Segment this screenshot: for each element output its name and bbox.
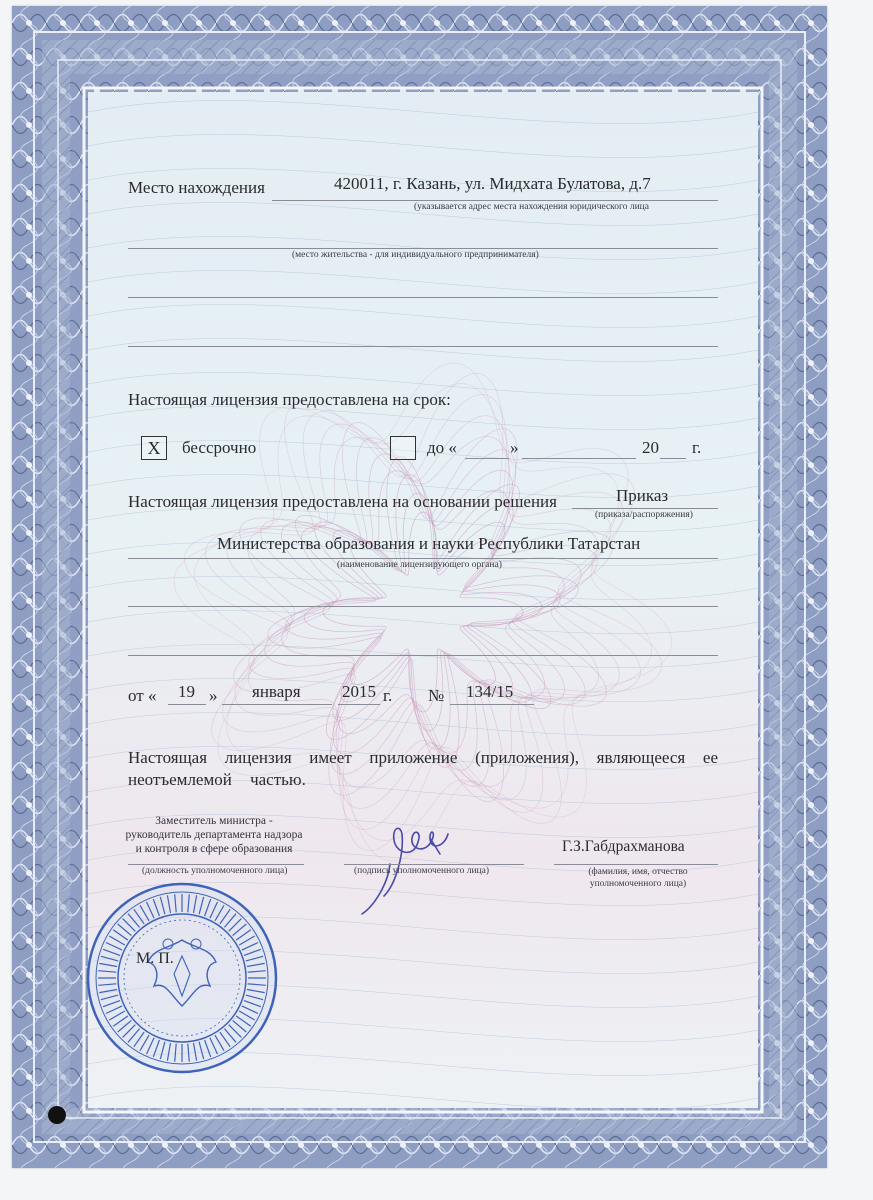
position-line-3: и контроля в сфере образования: [135, 843, 293, 855]
decision-day: 19: [178, 682, 195, 701]
background-wave: [88, 270, 758, 293]
punch-hole: [48, 1106, 66, 1124]
name-hint: [556, 866, 720, 890]
name-line: [554, 864, 718, 865]
indefinite-label: бессрочно: [182, 438, 257, 457]
individual-line: [128, 248, 718, 249]
location-value: 420011, г. Казань, ул. Мидхата Булатова, д.7: [334, 174, 651, 193]
appendix-line-1: Настоящая лицензия имеет приложение (приложения), являющееся ее: [128, 748, 718, 767]
signature-hint: (подпись уполномоченного лица): [354, 866, 490, 876]
background-wave: [88, 304, 758, 327]
position-line-2: руководитель департамента надзора: [125, 829, 303, 841]
appendix-line-2: неотъемлемой частью.: [128, 770, 306, 789]
background-wave: [88, 644, 758, 667]
until-quote-close: »: [510, 438, 519, 457]
official-position: [124, 814, 304, 856]
until-month-line: [522, 458, 636, 459]
name-hint-line-2: уполномоченного лица): [589, 879, 687, 889]
location-hint-legal: (указывается адрес места нахождения юридического лица: [414, 202, 649, 212]
background-wave: [88, 100, 758, 123]
position-line-1: Заместитель министра -: [155, 815, 273, 827]
until-label: до «: [427, 438, 457, 457]
authority-line: [128, 558, 718, 559]
background-wave: [88, 712, 758, 735]
until-checkbox: [390, 436, 416, 460]
decision-from-label: от «: [128, 686, 157, 705]
basis-authority: Министерства образования и науки Республики Татарстан: [217, 534, 641, 553]
until-year-suffix: г.: [692, 438, 702, 457]
rosette-curve: [234, 423, 613, 802]
decision-month: января: [252, 682, 301, 701]
position-line: [128, 864, 304, 865]
basis-intro: Настоящая лицензия предоставлена на основании решения: [128, 492, 557, 511]
until-day-line: [465, 458, 509, 459]
basis-doc-line: [572, 508, 718, 509]
blank-line-4: [128, 655, 718, 656]
official-seal: [82, 878, 282, 1078]
blank-line-1: [128, 297, 718, 298]
decision-year: 2015: [342, 682, 376, 701]
position-hint: (должность уполномоченного лица): [142, 866, 288, 876]
basis-doc-type: Приказ: [616, 486, 669, 505]
location-line: [272, 200, 718, 201]
blank-line-2: [128, 346, 718, 347]
indefinite-checkbox: X: [141, 436, 167, 460]
background-wave: [88, 134, 758, 157]
license-sheet: [12, 6, 827, 1168]
signature-line: [344, 864, 524, 865]
location-label: Место нахождения: [128, 178, 265, 197]
decision-day-line: [168, 704, 206, 705]
decision-quote-close: »: [209, 686, 218, 705]
decision-year-line: [338, 704, 380, 705]
background-wave: [88, 338, 758, 361]
until-year-line: [660, 458, 686, 459]
decision-number: 134/15: [466, 682, 514, 701]
until-year-prefix: 20: [642, 438, 659, 457]
decision-month-line: [222, 704, 332, 705]
decision-year-suffix: г.: [383, 686, 393, 705]
name-hint-line-1: (фамилия, имя, отчество: [588, 867, 688, 877]
background-wave: [88, 576, 758, 599]
basis-doc-hint: (приказа/распоряжения): [595, 510, 693, 520]
decision-number-sign: №: [428, 686, 445, 705]
location-hint-individual: (место жительства - для индивидуального предпринимателя): [292, 250, 539, 260]
official-name: Г.З.Габдрахманова: [562, 838, 685, 855]
background-wave: [88, 1086, 758, 1108]
basis-authority-hint: (наименование лицензирующего органа): [337, 560, 502, 570]
seal-place-label: М. П.: [136, 950, 174, 967]
rosette-curve: [282, 471, 565, 754]
background-wave: [88, 610, 758, 633]
term-intro: Настоящая лицензия предоставлена на срок:: [128, 390, 451, 409]
decision-number-line: [450, 704, 534, 705]
blank-line-3: [128, 606, 718, 607]
